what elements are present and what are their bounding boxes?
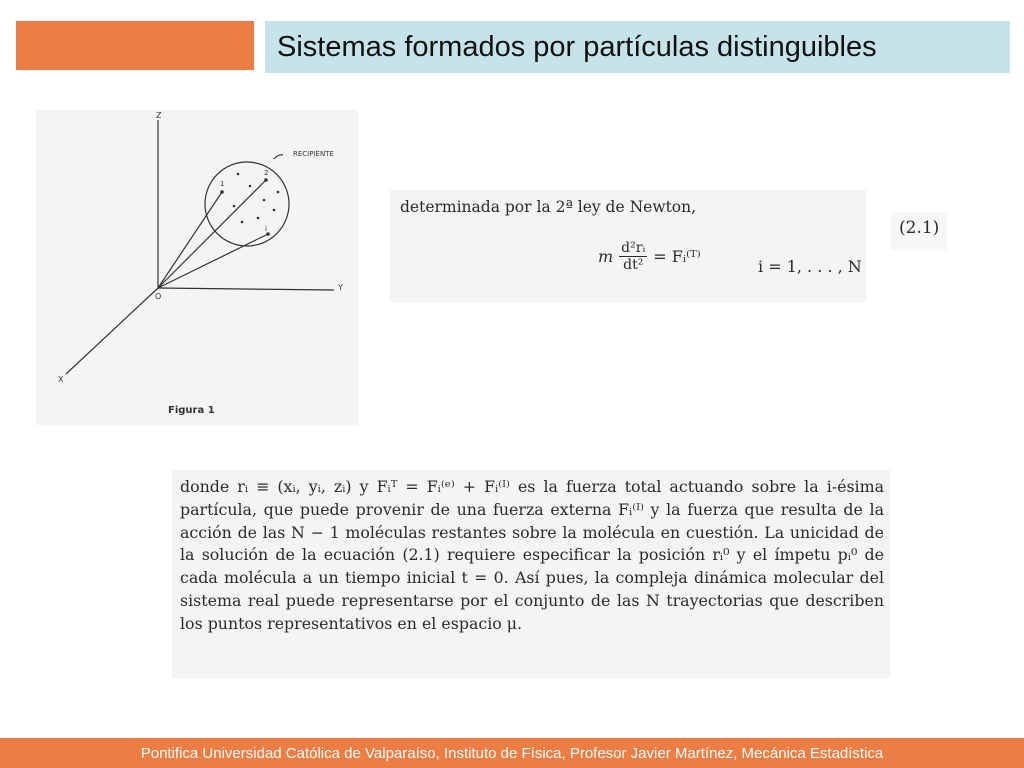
position-vector-i: [158, 234, 268, 288]
particle-dot: [220, 190, 224, 194]
equation-intro: determinada por la 2ª ley de Newton,: [400, 198, 697, 216]
figure-1-diagram: [36, 110, 358, 425]
footer-bar: [0, 738, 1024, 768]
equation-number-panel: [891, 212, 947, 250]
particle-dot: [277, 191, 280, 194]
axis-label-z: Z: [156, 111, 162, 120]
second-derivative: [619, 240, 647, 273]
particle-dot: [273, 209, 276, 212]
equation-number: (2.1): [899, 218, 940, 238]
newton-equation: [598, 240, 701, 273]
particle-label-2: 2: [264, 169, 269, 177]
x-axis-line: [66, 288, 158, 374]
fraction-denominator: dt²: [623, 257, 644, 273]
particle-dot: [263, 199, 266, 202]
origin-label: O: [155, 292, 162, 301]
header-accent-block: [16, 21, 254, 70]
explanation-paragraph: donde rᵢ ≡ (xᵢ, yᵢ, zᵢ) y Fᵢᵀ = Fᵢ⁽ᵉ⁾ + Fᵢ⁽ᴵ⁾ es la fuerza total actuando sobre la i-ésima partícula, que puede provenir de una fuerza externa Fᵢ⁽ᴵ⁾ y la fuerza que resulta de la acción de las N − 1 moléculas restantes sobre la molécula en cuestión. La unicidad de la solución de la ecuación (2.1) requiere especificar la posición rᵢ⁰ y el ímpetu pᵢ⁰ de cada molécula a un tiempo inicial t = 0. Así pues, la compleja dinámica molecular del sistema real puede representarse por el conjunto de las N trayectorias que describen los puntos representativos en el espacio μ.: [180, 477, 884, 633]
position-vector-1: [158, 192, 222, 288]
figure-caption: Figura 1: [168, 405, 215, 416]
axis-label-x: X: [58, 375, 64, 384]
footer-text: Pontifica Universidad Católica de Valparaíso, Instituto de Física, Profesor Javier Martínez, Mecánica Estadística: [140, 744, 884, 762]
position-vector-2: [158, 180, 266, 288]
force-term: = Fᵢ⁽ᵀ⁾: [653, 247, 701, 266]
particle-dot: [237, 173, 240, 176]
equation-panel: [390, 190, 866, 302]
axis-label-y: Y: [338, 283, 343, 292]
figure-panel: [36, 110, 358, 425]
particle-dot: [257, 217, 260, 220]
title-bar: [265, 21, 1010, 73]
paragraph-panel: [172, 470, 890, 678]
mass-symbol: m: [598, 247, 614, 266]
particle-dot: [264, 178, 268, 182]
container-leader-line: [274, 155, 283, 159]
particle-dot: [249, 185, 252, 188]
particle-label-1: 1: [220, 180, 225, 188]
particle-label-i: i: [265, 225, 267, 233]
container-label: RECIPIENTE: [293, 150, 334, 158]
particle-dot: [241, 221, 244, 224]
container-circle: [205, 162, 289, 246]
index-range: i = 1, . . . , N: [758, 257, 862, 276]
slide-title: Sistemas formados por partículas distinguibles: [277, 30, 877, 63]
particle-dot: [233, 205, 236, 208]
y-axis-line: [158, 288, 334, 290]
fraction-numerator: d²rᵢ: [621, 240, 646, 256]
